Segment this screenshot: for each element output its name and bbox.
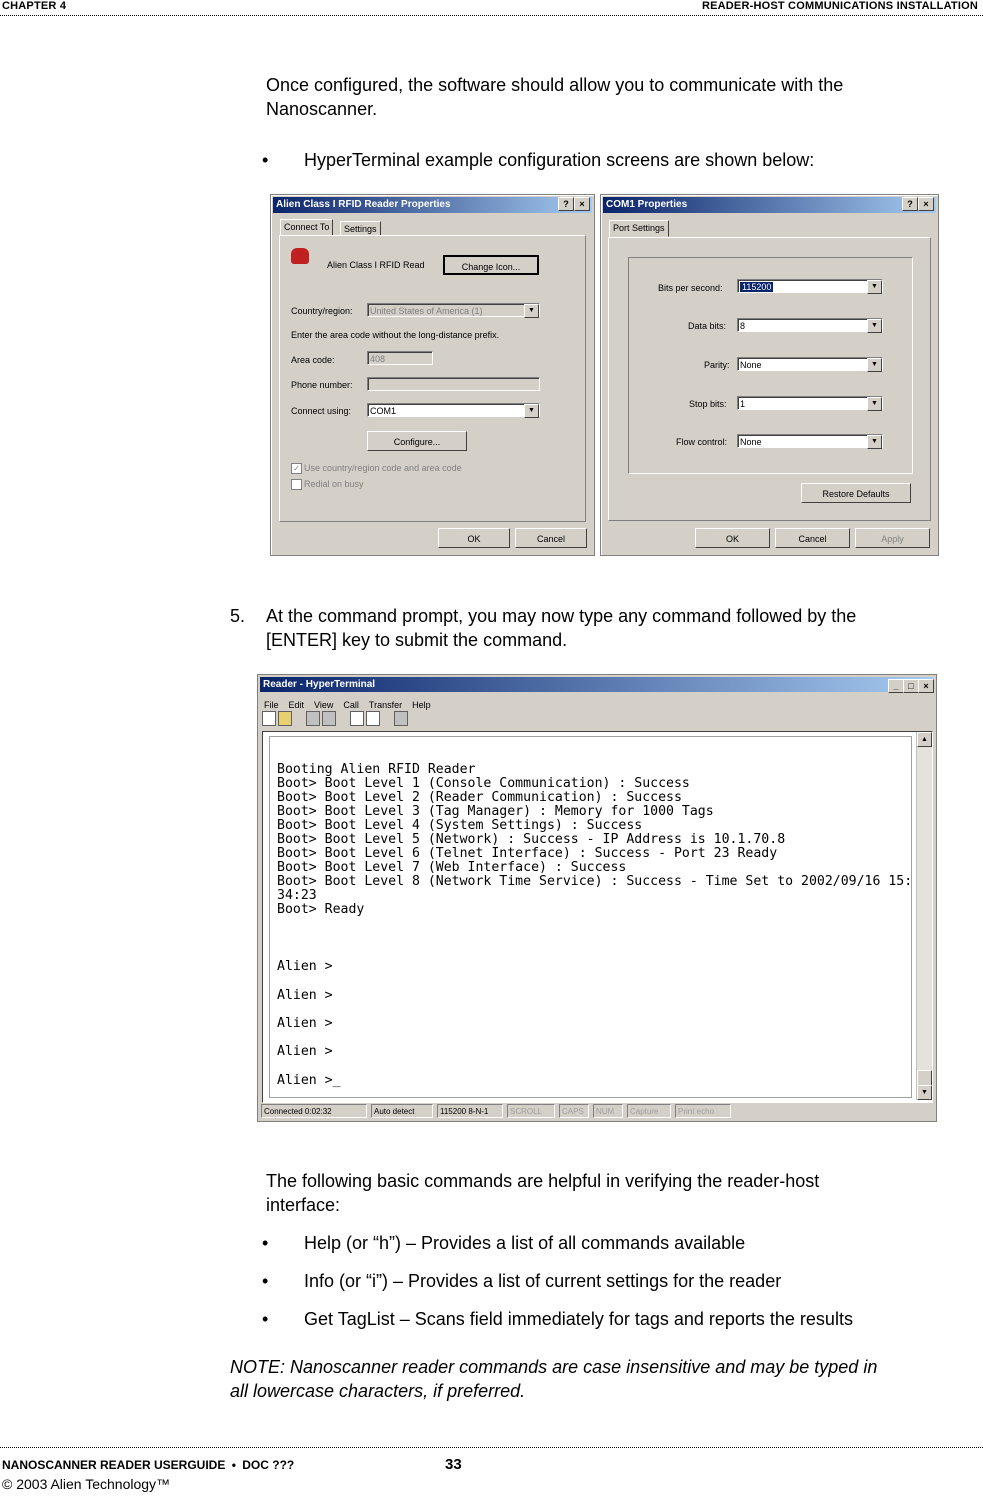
chevron-down-icon: ▼ [867, 280, 882, 294]
bits-value: 115200 [742, 282, 772, 292]
bullet-hyperterminal [262, 148, 962, 172]
data-bits-select[interactable] [737, 318, 883, 332]
footer-rule [0, 1447, 983, 1448]
disconnect-icon[interactable] [322, 711, 336, 726]
status-bar [261, 1104, 931, 1118]
call-icon[interactable] [306, 711, 320, 726]
send-icon[interactable] [350, 711, 364, 726]
menu-edit[interactable]: Edit [288, 700, 305, 710]
connect-using-select[interactable] [367, 403, 540, 417]
menu-view[interactable]: View [314, 700, 334, 710]
footer-doc: DOC ??? [242, 1458, 295, 1472]
intro-line-1: Once configured, the software should allow you to communicate with the [266, 75, 844, 95]
copyright: © 2003 Alien Technology™ [2, 1476, 171, 1492]
country-value: United States of America (1) [370, 306, 483, 316]
status-detect: Auto detect [371, 1104, 433, 1118]
dialog-titlebar [273, 197, 592, 213]
help-button[interactable]: ? [902, 197, 918, 211]
connect-using-value: COM1 [370, 406, 397, 416]
bullet-text: HyperTerminal example configuration screens are shown below: [304, 150, 815, 170]
terminal-title: Reader - HyperTerminal [263, 679, 376, 690]
step5-line-2: [ENTER] key to submit the command. [266, 630, 568, 650]
hyperterminal-window [257, 674, 937, 1122]
bullet-dot: • [262, 1309, 269, 1329]
boot-line: 34:23 [277, 888, 317, 903]
terminal-titlebar [260, 677, 934, 692]
note-line-1: NOTE: Nanoscanner reader commands are case insensitive and may be typed in [230, 1357, 878, 1377]
stop-bits-label: Stop bits: [689, 399, 727, 409]
stop-bits-value: 1 [740, 399, 746, 409]
vertical-scrollbar[interactable] [916, 732, 932, 1100]
parity-label: Parity: [704, 360, 730, 370]
bullet-taglist-command [262, 1307, 962, 1331]
commands-intro-line-1: The following basic commands are helpful in verifying the reader-host [266, 1171, 820, 1191]
status-capture: Capture [627, 1104, 671, 1118]
status-caps: CAPS [559, 1104, 589, 1118]
ok-button[interactable]: OK [438, 528, 510, 548]
boot-line: Booting Alien RFID Reader [277, 762, 476, 777]
terminal-screen[interactable] [262, 731, 933, 1103]
bullet-dot: • [262, 1233, 269, 1253]
menu-file[interactable]: File [264, 700, 279, 710]
bullet-dot: • [262, 150, 269, 170]
country-code-checkbox[interactable]: ✓ [291, 463, 302, 474]
menu-call[interactable]: Call [343, 700, 359, 710]
menu-help[interactable]: Help [412, 700, 431, 710]
boot-line: Boot> Ready [277, 902, 365, 917]
flow-control-value: None [740, 437, 762, 447]
help-button[interactable]: ? [558, 197, 574, 211]
restore-defaults-button[interactable]: Restore Defaults [801, 483, 911, 503]
status-print-echo: Print echo [675, 1104, 731, 1118]
tab-connect-to[interactable]: Connect To [280, 219, 333, 236]
country-select[interactable] [367, 303, 540, 317]
bits-label: Bits per second: [658, 283, 723, 293]
boot-line: Boot> Boot Level 4 (System Settings) : Success [277, 818, 643, 833]
phone-field[interactable] [367, 377, 540, 391]
close-button[interactable]: × [574, 197, 590, 211]
flow-control-label: Flow control: [676, 437, 728, 447]
data-bits-value: 8 [740, 321, 746, 331]
stop-bits-select[interactable] [737, 396, 883, 410]
dialog-title: Alien Class I RFID Reader Properties [276, 199, 451, 210]
country-code-check-label: Use country/region code and area code [304, 463, 462, 473]
dialog-title: COM1 Properties [606, 199, 688, 210]
boot-line: Boot> Boot Level 7 (Web Interface) : Success [277, 860, 627, 875]
section-header: READER-HOST COMMUNICATIONS INSTALLATION [701, 0, 978, 12]
parity-select[interactable] [737, 357, 883, 371]
step5-line-1: At the command prompt, you may now type any command followed by the [266, 606, 857, 626]
bullet-text: Info (or “i”) – Provides a list of current settings for the reader [304, 1271, 782, 1291]
boot-line: Boot> Boot Level 8 (Network Time Service) : Success - Time Set to 2002/09/16 15: [277, 874, 913, 889]
flow-control-select[interactable] [737, 434, 883, 448]
step-number: 5. [230, 606, 246, 626]
tab-settings[interactable]: Settings [340, 221, 381, 236]
chapter-header: CHAPTER 4 [2, 0, 67, 12]
ok-button[interactable]: OK [695, 528, 770, 548]
prompt-line: Alien > [277, 1044, 333, 1059]
country-label: Country/region: [291, 306, 353, 316]
bits-select[interactable] [737, 279, 883, 293]
configure-button[interactable]: Configure... [367, 431, 467, 451]
intro-line-2: Nanoscanner. [266, 99, 378, 119]
boot-line: Boot> Boot Level 2 (Reader Communication) : Success [277, 790, 682, 805]
connect-using-label: Connect using: [291, 406, 352, 416]
change-icon-button[interactable]: Change Icon... [443, 255, 539, 275]
bullet-text: Help (or “h”) – Provides a list of all commands available [304, 1233, 746, 1253]
parity-value: None [740, 360, 762, 370]
close-button[interactable]: × [918, 197, 934, 211]
commands-intro-line-2: interface: [266, 1195, 341, 1215]
connection-name: Alien Class I RFID Read [327, 260, 425, 270]
bullet-text: Get TagList – Scans field immediately for tags and reports the results [304, 1309, 853, 1329]
tab-port-settings[interactable]: Port Settings [609, 220, 669, 237]
properties-icon[interactable] [394, 711, 408, 726]
prompt-line: Alien > [277, 1016, 333, 1031]
bullet-info-command [262, 1269, 962, 1293]
status-connected: Connected 0:02:32 [261, 1104, 367, 1118]
status-scroll: SCROLL [507, 1104, 555, 1118]
dialog-titlebar [603, 197, 936, 213]
redial-checkbox[interactable] [291, 479, 302, 490]
footer-line [2, 1458, 294, 1472]
boot-line: Boot> Boot Level 6 (Telnet Interface) : Success - Port 23 Ready [277, 846, 778, 861]
com1-properties-dialog [600, 194, 939, 556]
phone-label: Phone number: [291, 380, 353, 390]
area-hint: Enter the area code without the long-distance prefix. [291, 330, 500, 340]
boot-line: Boot> Boot Level 5 (Network) : Success - IP Address is 10.1.70.8 [277, 832, 786, 847]
menu-transfer[interactable]: Transfer [368, 700, 403, 710]
phone-icon [291, 248, 309, 264]
area-code-field[interactable]: 408 [367, 351, 433, 365]
minimize-button[interactable]: _ [888, 679, 904, 693]
boot-line: Boot> Boot Level 1 (Console Communication) : Success [277, 776, 690, 791]
data-bits-label: Data bits: [688, 321, 727, 331]
cancel-button[interactable]: Cancel [515, 528, 587, 548]
chevron-down-icon: ▼ [524, 404, 539, 418]
bullet-dot: • [262, 1271, 269, 1291]
reader-properties-dialog [270, 194, 595, 556]
footer-separator: • [231, 1458, 236, 1472]
prompt-line: Alien > [277, 959, 333, 974]
chevron-down-icon: ▼ [524, 304, 539, 318]
chevron-down-icon: ▼ [867, 319, 882, 333]
bullet-help-command [262, 1231, 962, 1255]
area-code-label: Area code: [291, 355, 335, 365]
status-num: NUM [593, 1104, 623, 1118]
boot-line: Boot> Boot Level 3 (Tag Manager) : Memory for 1000 Tags [277, 804, 714, 819]
open-icon[interactable] [278, 711, 292, 726]
page-number: 33 [445, 1456, 462, 1473]
note-line-2: all lowercase characters, if preferred. [230, 1381, 526, 1401]
maximize-button[interactable]: □ [903, 679, 919, 693]
redial-check-label: Redial on busy [304, 479, 364, 489]
chevron-down-icon: ▼ [867, 397, 882, 411]
new-icon[interactable] [262, 711, 276, 726]
menu-bar [264, 695, 441, 710]
chevron-down-icon: ▼ [867, 358, 882, 372]
apply-button[interactable]: Apply [855, 528, 930, 548]
close-button[interactable]: × [918, 679, 934, 693]
prompt-line: Alien >_ [277, 1073, 341, 1088]
scroll-up-icon[interactable]: ▲ [917, 732, 932, 747]
prompt-line: Alien > [277, 988, 333, 1003]
receive-icon[interactable] [366, 711, 380, 726]
header-rule [0, 15, 983, 16]
chevron-down-icon: ▼ [867, 435, 882, 449]
footer-guide: NANOSCANNER READER USERGUIDE [2, 1458, 226, 1472]
status-baud: 115200 8-N-1 [437, 1104, 503, 1118]
scroll-down-icon[interactable]: ▼ [917, 1085, 932, 1100]
cancel-button[interactable]: Cancel [775, 528, 850, 548]
